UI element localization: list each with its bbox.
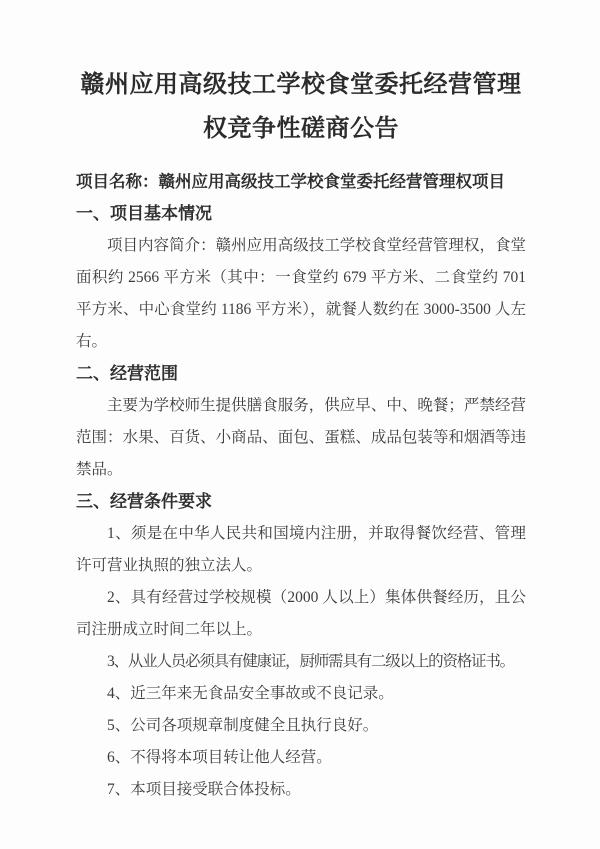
requirement-item-5: 5、公司各项规章制度健全且执行良好。 (107, 717, 379, 734)
section-basic-info-paragraph: 项目内容简介：赣州应用高级技工学校食堂经营管理权，食堂面积约 2566 平方米（其中：一食堂约 679 平方米、二食堂约 701 平方米、中心食堂约 1186 平方米），就餐人数约在 3000-3500 人左右。 (76, 237, 526, 350)
requirement-item-3: 3、从业人员必须具有健康证，厨师需具有二级以上的资格证书。 (107, 653, 514, 670)
section-business-scope-paragraph: 主要为学校师生提供膳食服务，供应早、中、晚餐；严禁经营范围：水果、百货、小商品、面包、蛋糕、成品包装等和烟酒等违禁品。 (76, 397, 526, 478)
requirement-item-1: 1、须是在中华人民共和国境内注册，并取得餐饮经营、管理许可营业执照的独立法人。 (76, 525, 526, 574)
title-line-2: 权竞争性磋商公告 (203, 115, 399, 142)
section-operating-requirements-heading: 三、经营条件要求 (76, 492, 212, 511)
section-basic-info (76, 198, 526, 358)
requirement-item-4: 4、近三年来无食品安全事故或不良记录。 (107, 685, 394, 702)
section-business-scope-heading: 二、经营范围 (76, 364, 178, 383)
requirement-item-7: 7、本项目接受联合体投标。 (107, 781, 301, 798)
section-business-scope (76, 358, 526, 486)
requirement-item-6: 6、不得将本项目转让他人经营。 (107, 749, 332, 766)
project-name-line (76, 166, 526, 198)
document-title (76, 63, 526, 151)
title-line-1: 赣州应用高级技工学校食堂委托经营管理 (80, 71, 522, 98)
project-name-value: 赣州应用高级技工学校食堂委托经营管理权项目 (158, 173, 505, 191)
requirement-item-2: 2、具有经营过学校规模（2000 人以上）集体供餐经历，且公司注册成立时间二年以上。 (76, 589, 526, 638)
section-basic-info-heading: 一、项目基本情况 (76, 204, 212, 223)
section-operating-requirements (76, 486, 526, 806)
project-name-label: 项目名称： (76, 173, 159, 191)
